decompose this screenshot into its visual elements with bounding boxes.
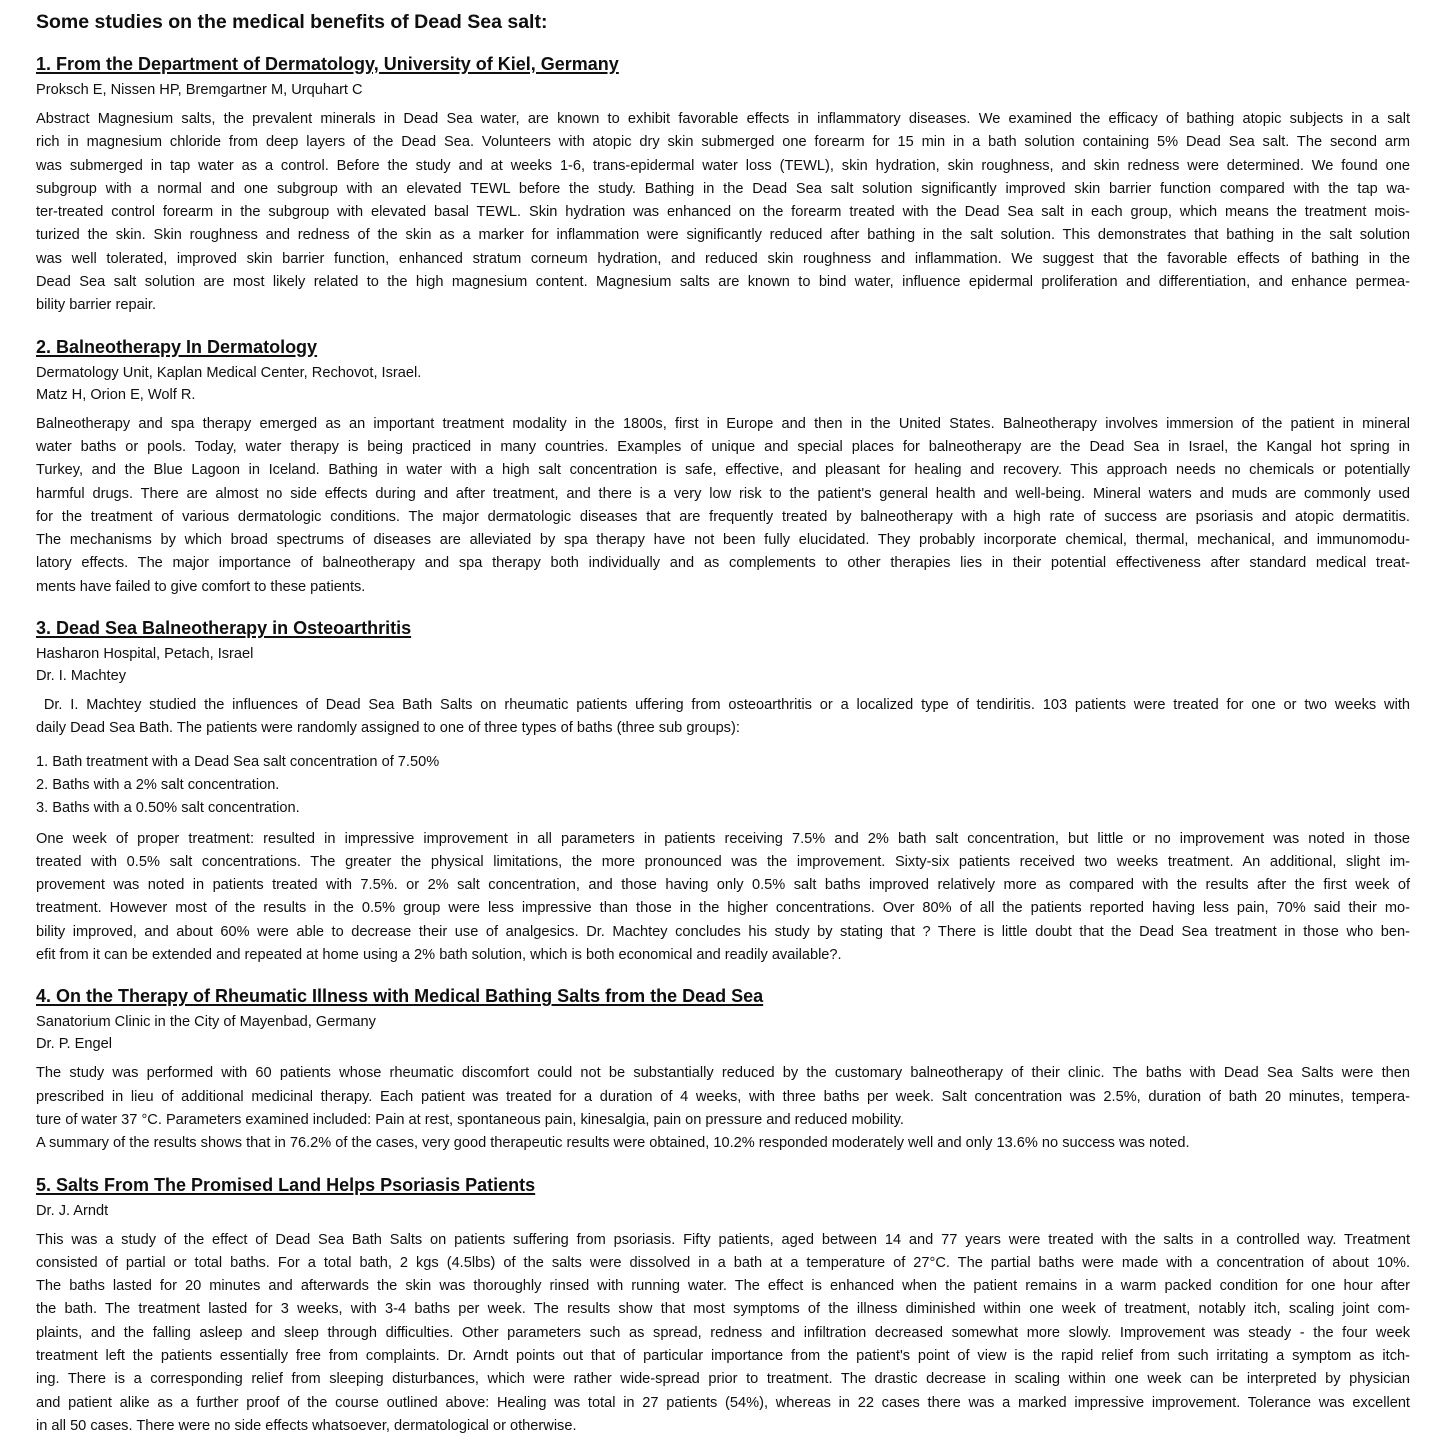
paragraph-line: ing. There is a corresponding relief from sleeping disturbances, which were rather wide-spread prior to treatment. The drastic decrease in scaling within one week can be interpreted by physician [36,1371,1410,1388]
paragraph-line: One week of proper treatment: resulted in impressive improvement in all parameters in patients receiving 7.5% and 2% bath salt concentration, but little or no improvement was noted in those [36,830,1410,847]
section-heading: 2. Balneotherapy In Dermatology [36,336,318,357]
study-section [36,1173,1410,1439]
paragraph [36,1062,1410,1155]
paragraph-line: efit from it can be extended and repeated at home using a 2% bath solution, which is both economical and readily available?. [36,947,842,964]
paragraph-line: Balneotherapy and spa therapy emerged as an important treatment modality in the 1800s, first in Europe and then in the United States. Balneotherapy involves immersion of the patient in mineral [36,415,1410,432]
paragraph-line: The mechanisms by which broad spectrums of diseases are alleviated by spa therapy have not been fully elucidated. They probably incorporate chemical, thermal, mechanical, and immunomodu- [36,532,1410,549]
list-item: 2. Baths with a 2% salt concentration. [36,776,280,793]
paragraph [36,413,1410,599]
paragraph-line: treatment left the patients essentially free from complaints. Dr. Arndt points out that of particular importance from the patient's point of view is the rapid relief from such irritating a symptom as itch- [36,1347,1410,1364]
paragraph-line: plaints, and the falling asleep and sleep through difficulties. Other parameters such as spread, redness and infiltration decreased somewhat more slowly. Improvement was steady - the four week [36,1324,1410,1341]
paragraph-line: This was a study of the effect of Dead Sea Bath Salts on patients suffering from psoriasis. Fifty patients, aged between 14 and 77 years were treated with the salts in a controlled way. Treatment [36,1231,1410,1248]
paragraph-line: rich in magnesium chloride from deep layers of the Dead Sea. Volunteers with atopic dry skin submerged one forearm for 15 min in a bath solution containing 5% Dead Sea salt. The second arm [36,134,1410,151]
paragraph-line: the bath. The treatment lasted for 3 weeks, with 3-4 baths per week. The results show that most symptoms of the illness diminished within one week of treatment, notably itch, scaling joint com- [36,1301,1410,1318]
salt-concentration-list [36,751,1410,821]
paragraph-line: daily Dead Sea Bath. The patients were randomly assigned to one of three types of baths (three sub groups): [36,720,740,737]
section-meta-line: Dr. P. Engel [36,1036,112,1053]
section-heading: 4. On the Therapy of Rheumatic Illness with Medical Bathing Salts from the Dead Sea [36,986,764,1007]
paragraph [36,694,1410,741]
paragraph-line: and patient alike as a further proof of the course outlined above: Healing was total in 27 patients (54%), whereas in 22 cases there was a marked impressive improvement. Tolerance was excellent [36,1394,1410,1411]
paragraph-line: water baths or pools. Today, water therapy is being practiced in many countries. Examples of unique and special places for balneotherapy are the Dead Sea in Israel, the Kangal hot spring in [36,438,1410,455]
section-heading: 1. From the Department of Dermatology, University of Kiel, Germany [36,54,619,74]
paragraph-line: Dead Sea salt solution are most likely related to the high magnesium content. Magnesium salts are known to bind water, influence epidermal proliferation and differentiation, and enhance permea- [36,274,1410,291]
paragraph-line: in all 50 cases. There were no side effects whatsoever, dermatological or otherwise. [36,1417,577,1434]
paragraph-line: The study was performed with 60 patients whose rheumatic discomfort could not be substantially reduced by the customary balneotherapy of their clinic. The baths with Dead Sea Salts were then [36,1065,1410,1082]
paragraph-line: provement was noted in patients treated with 7.5%. or 2% salt concentration, and those having only 0.5% salt baths improved relatively more as compared with the results after the first week of [36,877,1410,894]
paragraph-line: A summary of the results shows that in 76.2% of the cases, very good therapeutic results were obtained, 10.2% responded moderately well and only 13.6% no success was noted. [36,1135,1190,1152]
section-heading: 5. Salts From The Promised Land Helps Psoriasis Patients [36,1174,536,1195]
paragraph-line: bility improved, and about 60% were able to decrease their use of analgesics. Dr. Machtey concludes his study by stating that ? There is little doubt that the Dead Sea treatment in those who ben- [36,923,1410,940]
paragraph-line: was submerged in tap water as a control. Before the study and at weeks 1-6, trans-epidermal water loss (TEWL), skin hydration, skin roughness, and skin redness were determined. We found one [36,157,1410,174]
paragraph-line: was well tolerated, improved skin barrier function, enhanced stratum corneum hydration, and reduced skin roughness and inflammation. We suggest that the favorable effects of bathing in the [36,250,1410,267]
paragraph-line: latory effects. The major importance of balneotherapy and spa therapy both individually and as complements to other therapies lies in their potential effectiveness after standard medical treat- [36,555,1410,572]
paragraph-line: bility barrier repair. [36,297,157,314]
paragraph-line: ture of water 37 °C. Parameters examined included: Pain at rest, spontaneous pain, kinesalgia, pain on pressure and reduced mobility. [36,1111,904,1128]
study-section [36,616,1410,967]
paragraph-line: ments have failed to give comfort to these patients. [36,578,366,595]
paragraph-line: Turkey, and the Blue Lagoon in Iceland. Bathing in water with a high salt concentration is safe, effective, and pleasant for healing and recovery. This approach needs no chemicals or potentially [36,462,1410,479]
paragraph-line: The baths lasted for 20 minutes and afterwards the skin was thoroughly rinsed with running water. The effect is enhanced when the patient remains in a warm packed condition for one hour after [36,1278,1410,1295]
section-meta-line: Sanatorium Clinic in the City of Mayenbad, Germany [36,1014,376,1031]
section-meta-line: Hasharon Hospital, Petach, Israel [36,646,254,663]
section-heading: 3. Dead Sea Balneotherapy in Osteoarthritis [36,618,412,639]
paragraph [36,828,1410,968]
paragraph-line: prescribed in lieu of additional medicinal therapy. Each patient was treated for a duration of 4 weeks, with three baths per week. Salt concentration was 2.5%, duration of bath 20 minutes, tempera- [36,1088,1410,1105]
paragraph-line: harmful drugs. There are almost no side effects during and after treatment, and there is a very low risk to the patient's general health and well-being. Mineral waters and muds are commonly used [36,485,1410,502]
section-meta-line: Proksch E, Nissen HP, Bremgartner M, Urquhart C [36,82,363,98]
paragraph-line: treated with 0.5% salt concentrations. The greater the physical limitations, the more pronounced was the improvement. Sixty-six patients received two weeks treatment. An additional, slight im- [36,853,1410,870]
study-section [36,335,1410,599]
paragraph-line: turized the skin. Skin roughness and redness of the skin as a marker for inflammation were significantly reduced after bathing in the salt solution. This demonstrates that bathing in the salt solution [36,227,1410,244]
sections-container [36,52,1410,1438]
paragraph [36,108,1410,318]
paragraph [36,1229,1410,1439]
paragraph-line: treatment. However most of the results in the 0.5% group were less impressive than those in the higher concentrations. Over 80% of all the patients reported having less pain, 70% said their mo- [36,900,1410,917]
paragraph-line: consisted of partial or total baths. For a total bath, 2 kgs (4.5lbs) of the salts were dissolved in a bath at a temperature of 27°C. The partial baths were made with a concentration of about 10%. [36,1254,1410,1271]
section-meta-line: Matz H, Orion E, Wolf R. [36,386,196,403]
paragraph-line: subgroup with a normal and one subgroup with an elevated TEWL before the study. Bathing in the Dead Sea salt solution significantly improved skin barrier function compared with the tap wa- [36,180,1410,197]
section-meta-line: Dr. I. Machtey [36,668,127,685]
paragraph-line: Dr. I. Machtey studied the influences of Dead Sea Bath Salts on rheumatic patients uffering from osteoarthritis or a localized type of tendiritis. 103 patients were treated for one or two weeks with [36,697,1410,714]
study-section [36,52,1410,318]
section-meta-line: Dr. J. Arndt [36,1202,109,1219]
document-title: Some studies on the medical benefits of Dead Sea salt: [36,11,548,33]
paragraph-line: for the treatment of various dermatologic conditions. The major dermatologic diseases that are frequently treated by balneotherapy with a high rate of success are psoriasis and atopic dermatitis. [36,508,1410,525]
list-item: 3. Baths with a 0.50% salt concentration. [36,800,300,817]
list-item: 1. Bath treatment with a Dead Sea salt concentration of 7.50% [36,753,440,770]
study-section [36,984,1410,1155]
section-meta-line: Dermatology Unit, Kaplan Medical Center, Rechovot, Israel. [36,364,422,381]
paragraph-line: Abstract Magnesium salts, the prevalent minerals in Dead Sea water, are known to exhibit favorable effects in inflammatory diseases. We examined the efficacy of bathing atopic subjects in a salt [36,111,1410,127]
paragraph-line: ter-treated control forearm in the subgroup with elevated basal TEWL. Skin hydration was enhanced on the forearm treated with the Dead Sea salt in each group, which means the treatment mois- [36,204,1410,221]
